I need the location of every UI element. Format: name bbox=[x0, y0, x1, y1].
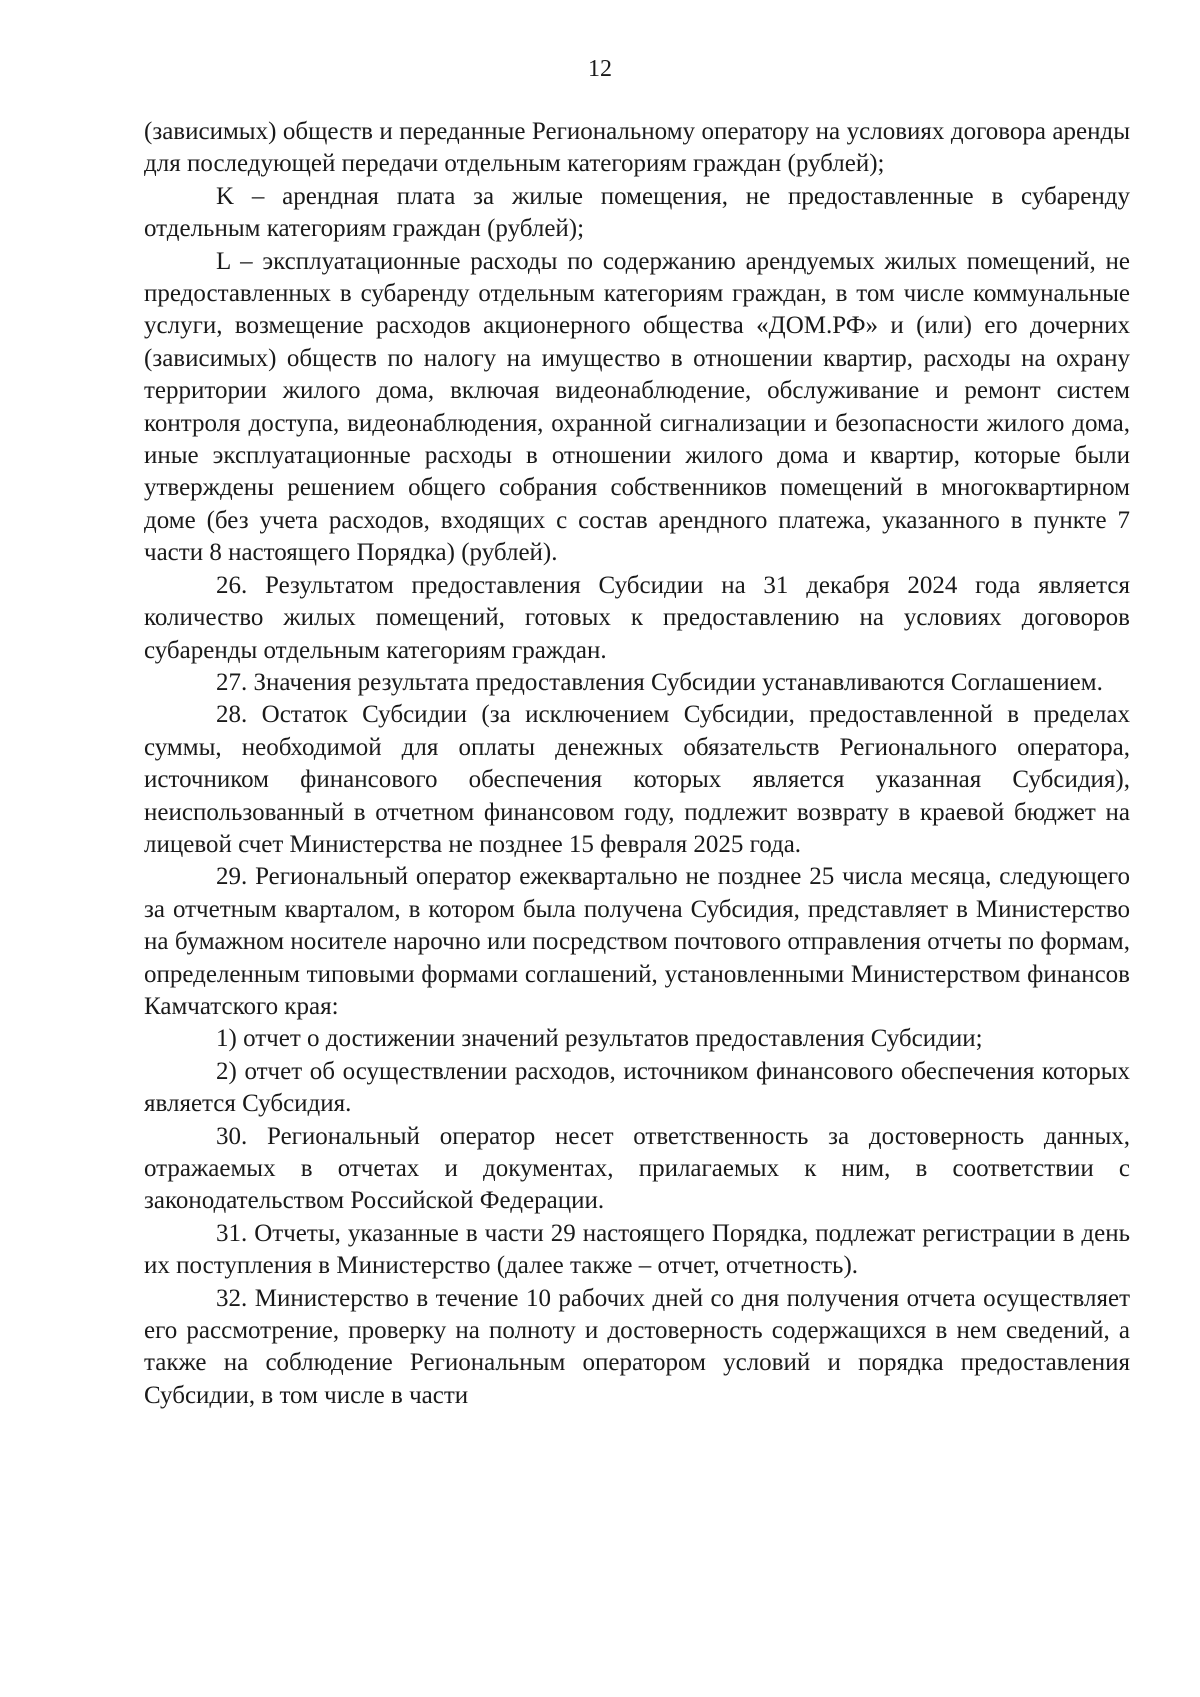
page-number: 12 bbox=[588, 56, 612, 82]
paragraph-26: 26. Результатом предоставления Субсидии на 31 декабря 2024 года является количество жилых помещений, готовых к предоставлению на условиях договоров субаренды отдельным категориям граждан. bbox=[144, 571, 1130, 664]
paragraph-27: 27. Значения результата предоставления Субсидии устанавливаются Соглашением. bbox=[216, 668, 1103, 696]
paragraph-31: 31. Отчеты, указанные в части 29 настоящего Порядка, подлежат регистрации в день их поступления в Министерство (далее также – отчет, отчетность). bbox=[144, 1219, 1130, 1280]
paragraph-l-definition: L – эксплуатационные расходы по содержанию арендуемых жилых помещений, не предоставленных в субаренду отдельным категориям граждан, в том числе коммунальные услуги, возмещение расходов акционерного общества «ДОМ.РФ» и (или) его дочерних (зависимых) обществ по налогу на имущество в отношении квартир, расходы на охрану территории жилого дома, включая видеонаблюдение, обслуживание и ремонт систем контроля доступа, видеонаблюдения, охранной сигнализации и безопасности жилого дома, иные эксплуатационные расходы в отношении жилого дома и квартир, которые были утверждены решением общего собрания собственников помещений в многоквартирном доме (без учета расходов, входящих с состав арендного платежа, указанного в пункте 7 части 8 настоящего Порядка) (рублей). bbox=[144, 247, 1130, 567]
paragraph-29-item-2: 2) отчет об осуществлении расходов, источником финансового обеспечения которых является Субсидия. bbox=[144, 1057, 1130, 1118]
paragraph-28: 28. Остаток Субсидии (за исключением Субсидии, предоставленной в пределах суммы, необходимой для оплаты денежных обязательств Регионального оператора, источником финансового обеспечения которых является указанная Субсидия), неиспользованный в отчетном финансовом году, подлежит возврату в краевой бюджет на лицевой счет Министерства не позднее 15 февраля 2025 года. bbox=[144, 701, 1130, 858]
paragraph-continuation: (зависимых) обществ и переданные Региональному оператору на условиях договора аренды для последующей передачи отдельным категориям граждан (рублей); bbox=[144, 118, 1130, 178]
paragraph-29: 29. Региональный оператор ежеквартально не позднее 25 числа месяца, следующего за отчетным кварталом, в котором была получена Субсидия, представляет в Министерство на бумажном носителе нарочно или посредством почтового отправления отчеты по формам, определенным типовыми формами соглашений, установленными Министерством финансов Камчатского края: bbox=[144, 863, 1130, 1020]
paragraph-32: 32. Министерство в течение 10 рабочих дней со дня получения отчета осуществляет его рассмотрение, проверку на полноту и достоверность содержащихся в нем сведений, а также на соблюдение Региональным оператором условий и порядка предоставления Субсидии, в том числе в части bbox=[144, 1284, 1130, 1409]
paragraph-29-item-1: 1) отчет о достижении значений результатов предоставления Субсидии; bbox=[216, 1025, 983, 1053]
paragraph-k-definition: K – арендная плата за жилые помещения, не предоставленные в субаренду отдельным категориям граждан (рублей); bbox=[144, 182, 1130, 243]
document-body bbox=[144, 116, 1130, 1412]
paragraph-30: 30. Региональный оператор несет ответственность за достоверность данных, отражаемых в отчетах и документах, прилагаемых к ним, в соответствии с законодательством Российской Федерации. bbox=[144, 1122, 1130, 1215]
